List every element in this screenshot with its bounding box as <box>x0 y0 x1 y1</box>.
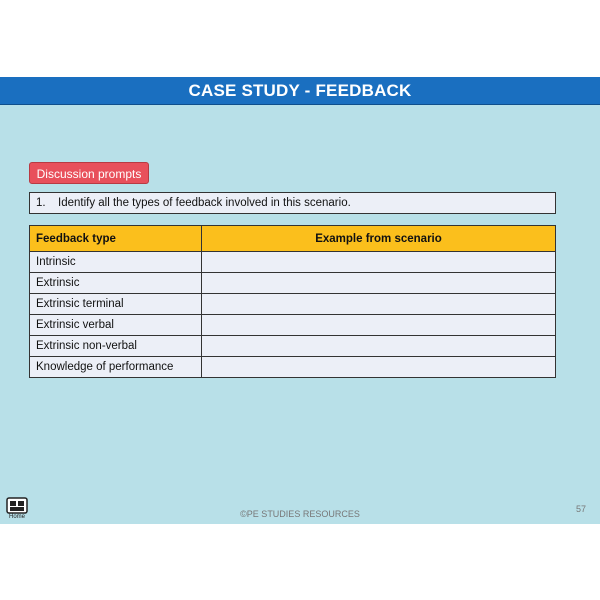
table-row <box>30 336 556 357</box>
example-cell[interactable] <box>202 252 556 273</box>
feedback-type-cell: Knowledge of performance <box>30 357 202 378</box>
table-row <box>30 294 556 315</box>
home-label: Home <box>8 514 25 520</box>
example-cell[interactable] <box>202 336 556 357</box>
table-row <box>30 315 556 336</box>
slide-title: CASE STUDY - FEEDBACK <box>0 77 600 105</box>
feedback-table <box>29 225 556 378</box>
example-cell[interactable] <box>202 273 556 294</box>
table-row <box>30 357 556 378</box>
feedback-type-cell: Extrinsic <box>30 273 202 294</box>
feedback-type-cell: Extrinsic terminal <box>30 294 202 315</box>
example-cell[interactable] <box>202 294 556 315</box>
table-row <box>30 252 556 273</box>
table-row <box>30 273 556 294</box>
feedback-type-cell: Extrinsic non-verbal <box>30 336 202 357</box>
footer-credit: ©PE STUDIES RESOURCES <box>240 509 360 519</box>
header-feedback-type: Feedback type <box>30 226 202 252</box>
question-box <box>29 192 556 214</box>
header-example: Example from scenario <box>202 226 556 252</box>
slide <box>0 77 600 524</box>
question-text: Identify all the types of feedback involved in this scenario. <box>58 197 351 209</box>
feedback-type-cell: Extrinsic verbal <box>30 315 202 336</box>
table-header-row <box>30 226 556 252</box>
discussion-prompts-badge: Discussion prompts <box>29 162 149 184</box>
question-number: 1. <box>36 197 46 209</box>
page-number: 57 <box>575 504 586 514</box>
feedback-type-cell: Intrinsic <box>30 252 202 273</box>
example-cell[interactable] <box>202 357 556 378</box>
example-cell[interactable] <box>202 315 556 336</box>
